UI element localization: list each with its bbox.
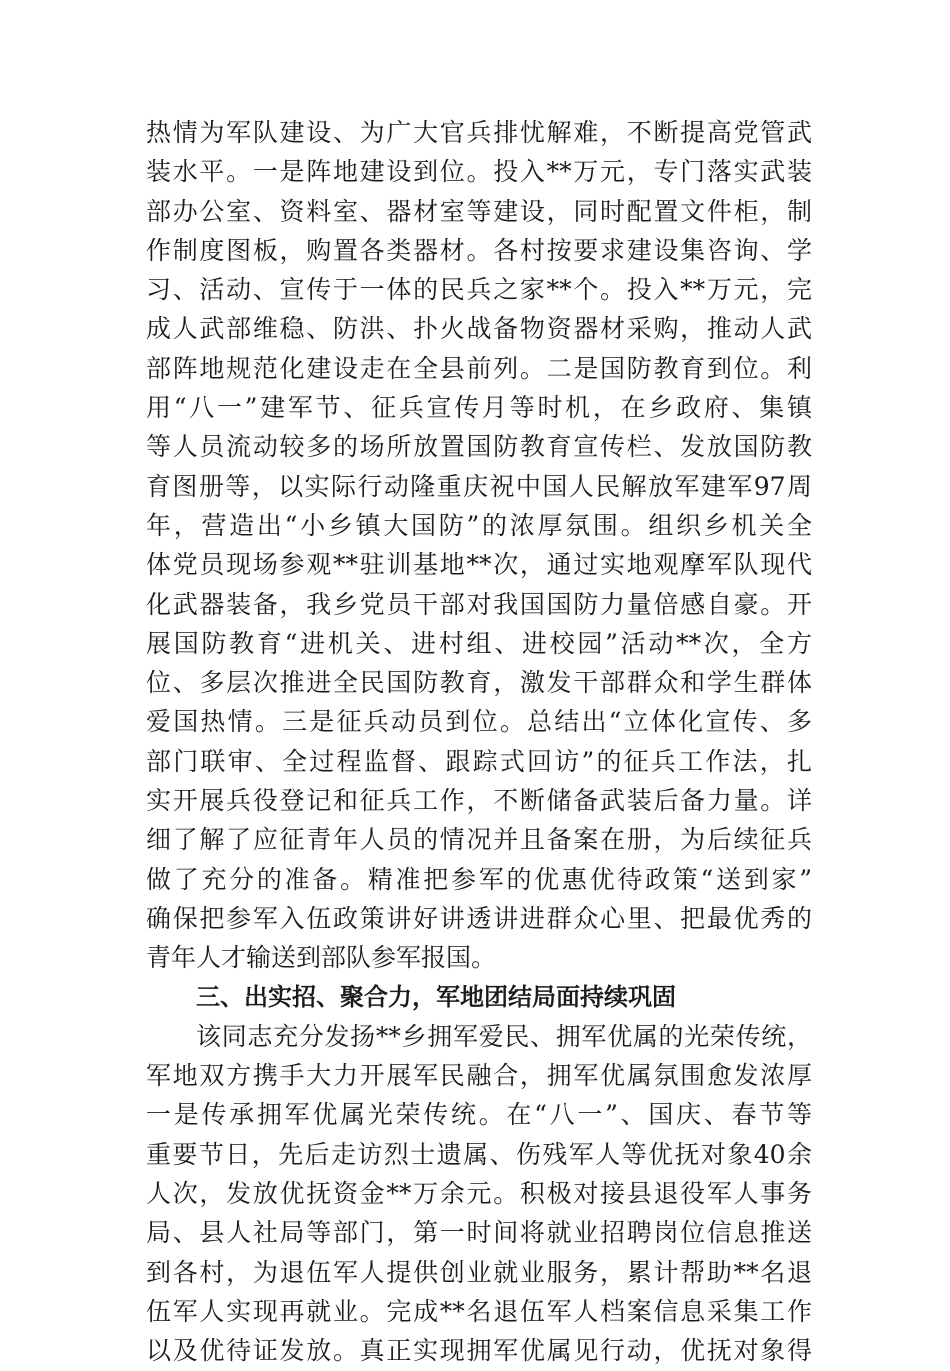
text-line: 作制度图板，购置各类器材。各村按要求建设集咨询、学	[146, 235, 812, 265]
text-line: 展国防教育“进机关、进村组、进校园”活动**次，全方	[146, 628, 812, 658]
text-line: 一是传承拥军优属光荣传统。在“八一”、国庆、春节等	[146, 1100, 812, 1130]
text-line: 该同志充分发扬**乡拥军爱民、拥军优属的光荣传统，	[196, 1021, 812, 1051]
text-line: 体党员现场参观**驻训基地**次，通过实地观摩军队现代	[146, 550, 812, 580]
text-line: 军地双方携手大力开展军民融合，拥军优属氛围愈发浓厚	[146, 1061, 812, 1091]
text-line: 化武器装备，我乡党员干部对我国国防力量倍感自豪。开	[146, 589, 812, 619]
text-line: 以及优待证发放。真正实现拥军优属见行动，优抚对象得	[146, 1336, 812, 1366]
text-line: 用“八一”建军节、征兵宣传月等时机，在乡政府、集镇	[146, 393, 812, 423]
text-line: 伍军人实现再就业。完成**名退伍军人档案信息采集工作	[146, 1296, 812, 1326]
text-line: 确保把参军入伍政策讲好讲透讲进群众心里、把最优秀的	[146, 903, 812, 933]
text-line: 重要节日，先后走访烈士遗属、伤残军人等优抚对象40余	[146, 1139, 812, 1169]
paragraph-1	[146, 113, 812, 978]
text-line: 部阵地规范化建设走在全县前列。二是国防教育到位。利	[146, 353, 812, 383]
section-heading: 三、出实招、聚合力，军地团结局面持续巩固	[196, 982, 676, 1011]
text-line: 细了解了应征青年人员的情况并且备案在册，为后续征兵	[146, 825, 812, 855]
text-line: 成人武部维稳、防洪、扑火战备物资器材采购，推动人武	[146, 314, 812, 344]
text-line: 青年人才输送到部队参军报国。	[146, 943, 497, 973]
paragraph-2	[146, 1017, 812, 1371]
document-body	[146, 113, 812, 1371]
text-line: 育图册等，以实际行动隆重庆祝中国人民解放军建军97周	[146, 471, 812, 501]
text-line: 爱国热情。三是征兵动员到位。总结出“立体化宣传、多	[146, 707, 812, 737]
text-line: 等人员流动较多的场所放置国防教育宣传栏、发放国防教	[146, 432, 812, 462]
text-line: 做了充分的准备。精准把参军的优惠优待政策“送到家”	[146, 864, 812, 894]
text-line: 局、县人社局等部门，第一时间将就业招聘岗位信息推送	[146, 1218, 812, 1248]
text-line: 部办公室、资料室、器材室等建设，同时配置文件柜，制	[146, 196, 812, 226]
text-line: 部门联审、全过程监督、跟踪式回访”的征兵工作法，扎	[146, 746, 812, 776]
text-line: 到各村，为退伍军人提供创业就业服务，累计帮助**名退	[146, 1257, 812, 1287]
text-line: 人次，发放优抚资金**万余元。积极对接县退役军人事务	[146, 1179, 812, 1209]
text-line: 年，营造出“小乡镇大国防”的浓厚氛围。组织乡机关全	[146, 510, 812, 540]
text-line: 热情为军队建设、为广大官兵排忧解难，不断提高党管武	[146, 118, 812, 147]
text-line: 位、多层次推进全民国防教育，激发干部群众和学生群体	[146, 668, 812, 698]
text-line: 实开展兵役登记和征兵工作，不断储备武装后备力量。详	[146, 786, 812, 816]
text-line: 习、活动、宣传于一体的民兵之家**个。投入**万元，完	[146, 275, 812, 305]
text-line: 装水平。一是阵地建设到位。投入**万元，专门落实武装	[146, 157, 812, 187]
